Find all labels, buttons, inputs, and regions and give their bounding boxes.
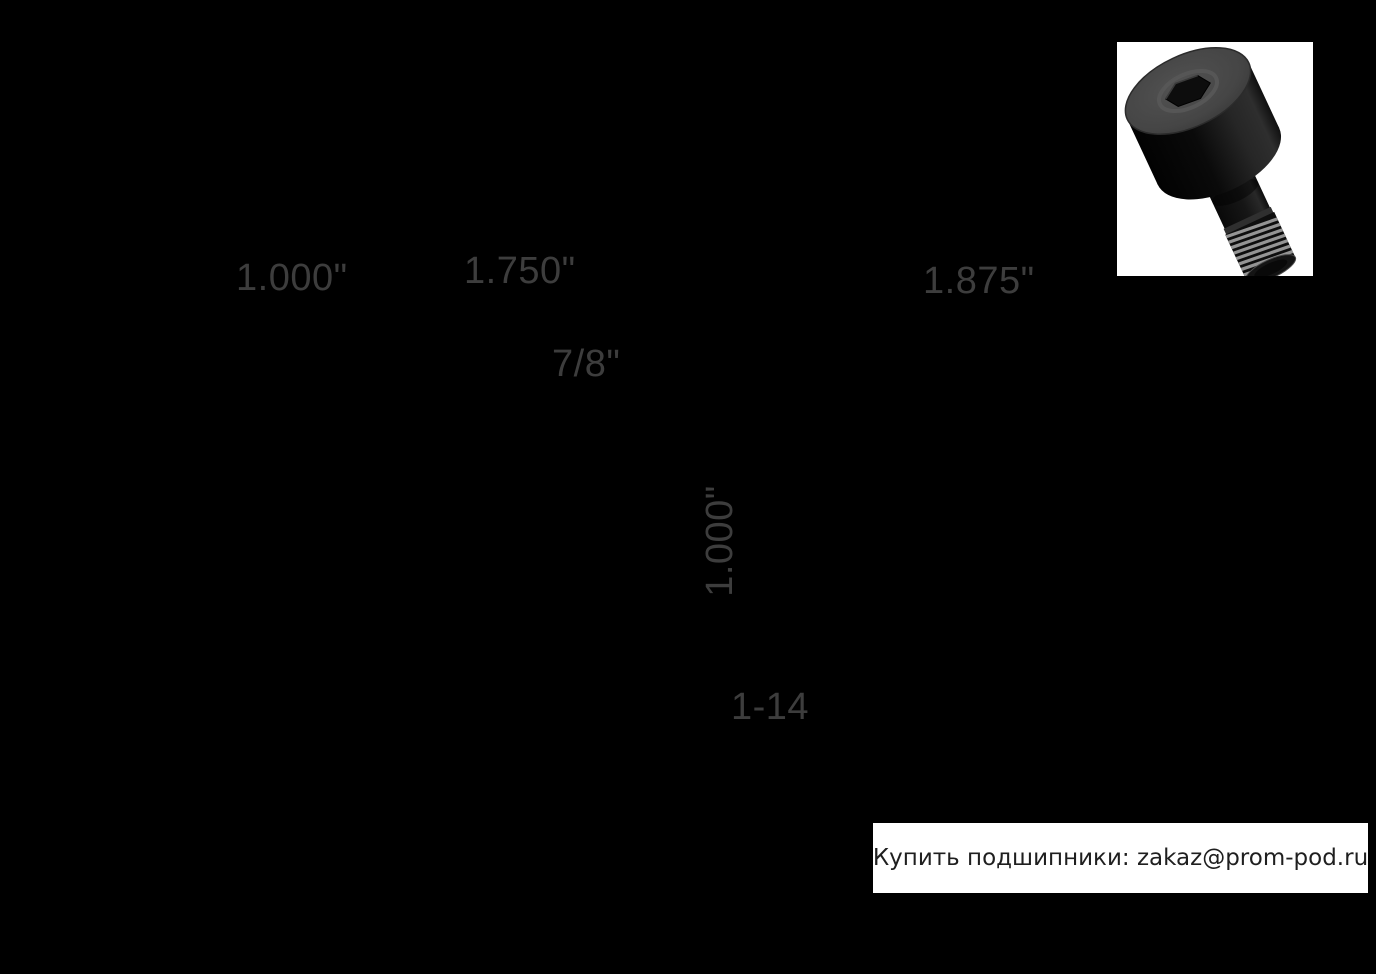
dimension-label-thread-size: 1-14 [731,686,810,728]
contact-banner [873,823,1368,893]
product-photo [1117,42,1313,276]
dimension-label-overall-length: 1.875" [923,260,1035,302]
dimension-label-stud-diameter: 1.000" [699,485,741,597]
contact-banner-text: Купить подшипники: zakaz@prom-pod.ru [872,845,1369,871]
dimension-label-roller-diameter: 1.750" [464,250,576,292]
cam-follower-stud-bearing-icon [1117,42,1313,276]
dimension-label-roller-width: 7/8" [552,343,621,385]
dimension-label-head-width: 1.000" [236,257,348,299]
